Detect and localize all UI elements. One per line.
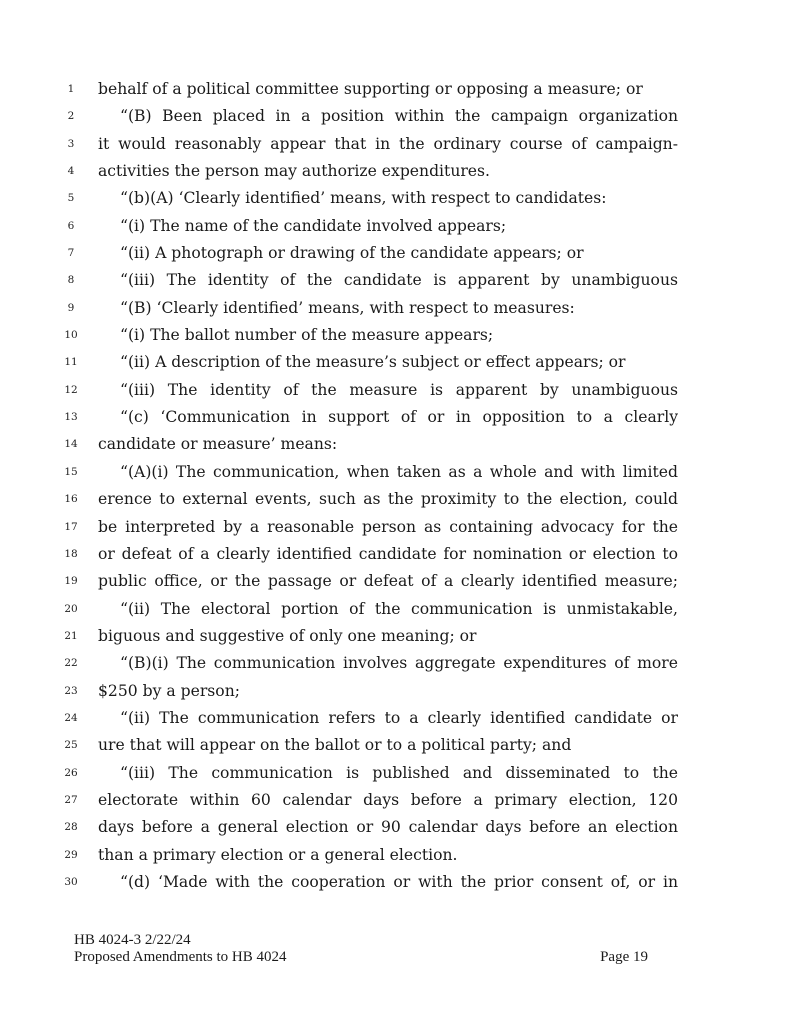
line-text: “(iii) The communication is published and disseminated to the	[120, 763, 678, 782]
text-line	[0, 431, 800, 458]
line-text: days before a general election or 90 calendar days before an election	[98, 818, 678, 837]
line-number: 27	[64, 793, 78, 806]
line-number: 15	[64, 465, 78, 478]
text-line	[0, 568, 800, 595]
line-number: 30	[64, 875, 78, 888]
line-text: be interpreted by a reasonable person as containing advocacy for the	[98, 517, 678, 536]
line-text: biguous and suggestive of only one meaning; or	[98, 626, 477, 645]
text-line	[0, 486, 800, 513]
line-number: 13	[64, 411, 78, 424]
line-text: candidate or measure’ means:	[98, 435, 338, 454]
line-text: “(ii) A photograph or drawing of the candidate appears; or	[120, 244, 584, 263]
line-text: “(A)(i) The communication, when taken as a whole and with limited	[120, 462, 678, 481]
line-text: “(ii) The electoral portion of the communication is unmistakable,	[120, 599, 678, 618]
line-number: 7	[67, 247, 75, 260]
line-number: 2	[67, 110, 75, 123]
text-line	[0, 869, 800, 896]
line-text: “(i) The name of the candidate involved appears;	[120, 216, 507, 235]
line-text: behalf of a political committee supporting or opposing a measure; or	[98, 80, 643, 98]
line-number: 17	[64, 520, 78, 533]
line-number: 20	[64, 602, 78, 615]
text-line	[0, 596, 800, 623]
line-number: 19	[64, 575, 78, 588]
line-text: public office, or the passage or defeat of a clearly identified measure;	[98, 572, 678, 591]
line-number: 25	[64, 739, 78, 752]
line-text: ure that will appear on the ballot or to a political party; and	[98, 736, 572, 755]
line-text: “(ii) A description of the measure’s subject or effect appears; or	[120, 353, 626, 372]
text-line	[0, 814, 800, 841]
line-text: “(B) ‘Clearly identified’ means, with respect to measures:	[120, 298, 575, 317]
text-line	[0, 349, 800, 376]
text-line	[0, 267, 800, 294]
line-number: 28	[64, 821, 78, 834]
document-body	[0, 76, 800, 896]
line-text: “(iii) The identity of the measure is apparent by unambiguous	[120, 380, 678, 399]
page-number: Page 19	[600, 949, 648, 965]
text-line	[0, 103, 800, 130]
text-line	[0, 213, 800, 240]
line-number: 5	[67, 192, 75, 205]
line-text: “(B)(i) The communication involves aggregate expenditures of more	[120, 654, 678, 673]
line-number: 6	[67, 219, 75, 232]
text-line	[0, 678, 800, 705]
line-number: 14	[64, 438, 78, 451]
line-number: 24	[64, 711, 78, 724]
line-text: $250 by a person;	[98, 681, 240, 700]
text-line	[0, 377, 800, 404]
line-text: erence to external events, such as the proximity to the election, could	[98, 490, 678, 509]
text-line	[0, 514, 800, 541]
text-line	[0, 185, 800, 212]
line-number: 12	[64, 383, 78, 396]
text-line	[0, 705, 800, 732]
line-number: 22	[64, 657, 78, 670]
footer-subtitle-row	[74, 949, 648, 966]
line-text: or defeat of a clearly identified candidate for nomination or election to	[98, 544, 678, 563]
line-text: electorate within 60 calendar days before a primary election, 120	[98, 790, 678, 809]
footer-bill-id: HB 4024-3 2/22/24	[74, 932, 191, 948]
text-line	[0, 295, 800, 322]
line-number: 21	[64, 629, 78, 642]
text-line	[0, 459, 800, 486]
line-number: 8	[67, 274, 75, 287]
line-number: 16	[64, 493, 78, 506]
line-text: “(c) ‘Communication in support of or in opposition to a clearly	[120, 408, 678, 427]
line-text: “(ii) The communication refers to a clearly identified candidate or	[120, 708, 678, 727]
line-number: 3	[67, 137, 75, 150]
line-number: 4	[67, 165, 75, 178]
line-number: 9	[67, 301, 75, 314]
footer-subtitle: Proposed Amendments to HB 4024	[74, 949, 287, 965]
text-line	[0, 404, 800, 431]
line-text: “(d) ‘Made with the cooperation or with the prior consent of, or in	[120, 872, 678, 891]
line-text: “(i) The ballot number of the measure appears;	[120, 326, 494, 345]
text-line	[0, 732, 800, 759]
text-line	[0, 76, 800, 103]
line-number: 26	[64, 766, 78, 779]
page-footer	[74, 932, 648, 966]
text-line	[0, 787, 800, 814]
line-text: “(b)(A) ‘Clearly identified’ means, with respect to candidates:	[120, 189, 607, 208]
text-line	[0, 650, 800, 677]
text-line	[0, 760, 800, 787]
text-line	[0, 158, 800, 185]
text-line	[0, 240, 800, 267]
text-line	[0, 131, 800, 158]
line-number: 1	[67, 83, 75, 95]
line-text: “(B) Been placed in a position within the campaign organization	[120, 107, 678, 126]
text-line	[0, 541, 800, 568]
text-line	[0, 322, 800, 349]
text-line	[0, 623, 800, 650]
line-number: 18	[64, 547, 78, 560]
line-text: “(iii) The identity of the candidate is apparent by unambiguous	[120, 271, 678, 290]
line-number: 10	[64, 329, 78, 342]
text-line	[0, 842, 800, 869]
line-number: 11	[64, 356, 78, 369]
line-number: 29	[64, 848, 78, 861]
line-text: it would reasonably appear that in the ordinary course of campaign-	[98, 134, 678, 153]
line-text: than a primary election or a general election.	[98, 845, 458, 864]
line-text: activities the person may authorize expenditures.	[98, 162, 490, 181]
line-number: 23	[64, 684, 78, 697]
